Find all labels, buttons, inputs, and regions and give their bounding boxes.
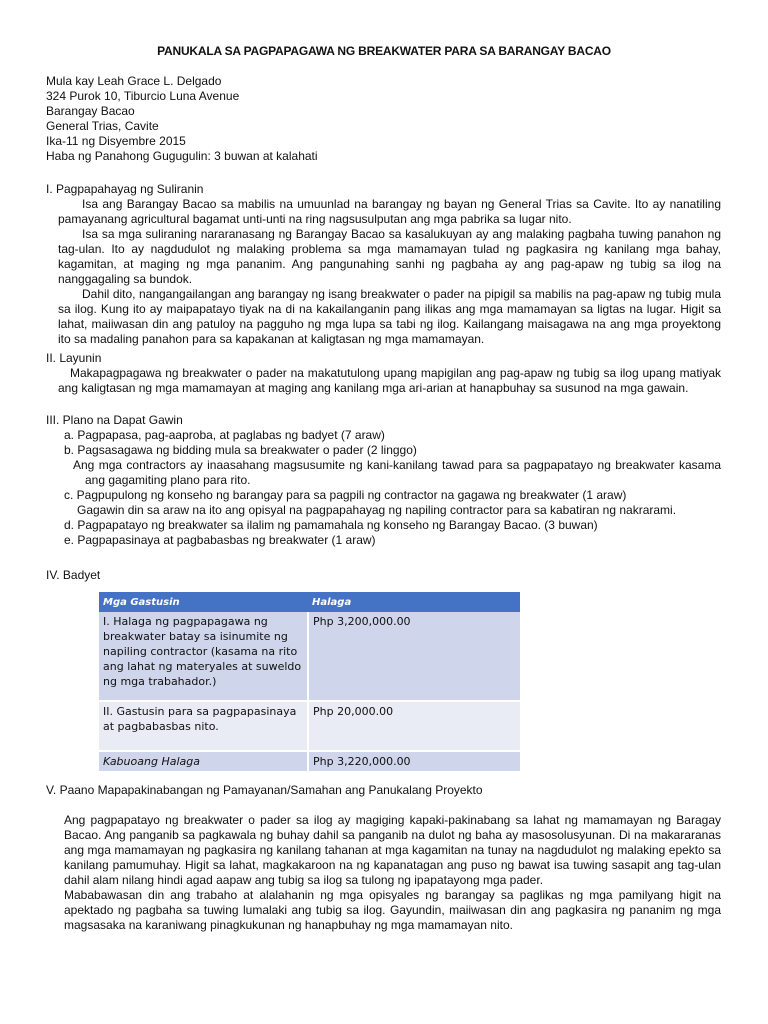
budget-table	[99, 592, 520, 771]
section-3	[46, 413, 721, 548]
section-4-heading: IV. Badyet	[46, 568, 101, 582]
section-5	[46, 783, 721, 798]
section-5-paragraph-2: Mababawasan din ang trabaho at alalahanin ng mga opisyales ng barangay sa paglikas ng mga pamilyang higit na apektado ng pagbaha sa tuwing lumalaki ang tubig sa ilog. Gayundin, maiiwasan din ang pagkasira ng pananim ng mga magsasaka na karaniwang pinagkukunan ng hanapbuhay ng mga mamamayan nito.	[64, 888, 721, 932]
budget-total-row	[99, 751, 520, 771]
header-info	[46, 74, 721, 164]
plan-item-c-note: Gagawin din sa araw na ito ang opisyal na pagpapahayag ng napiling contractor para sa kabatiran ng nakrarami.	[77, 503, 677, 517]
plan-item-a: a. Pagpapasa, pag-aaproba, at paglabas ng badyet (7 araw)	[64, 428, 385, 442]
budget-amount-cell: Php 20,000.00	[308, 701, 520, 751]
table-row	[99, 701, 520, 751]
document-title: PANUKALA SA PAGPAPAGAWA NG BREAKWATER PARA SA BARANGAY BACAO	[157, 44, 611, 58]
plan-item-e: e. Pagpapasinaya at pagbabasbas ng breakwater (1 araw)	[64, 533, 376, 547]
header-from: Mula kay Leah Grace L. Delgado	[46, 74, 222, 88]
header-address: 324 Purok 10, Tiburcio Luna Avenue	[46, 89, 240, 103]
budget-item-cell: II. Gastusin para sa pagpapasinaya at pagbabasbas nito.	[99, 701, 308, 751]
section-3-heading: III. Plano na Dapat Gawin	[46, 413, 183, 427]
budget-table-header	[99, 592, 520, 612]
section-1	[46, 182, 721, 347]
section-1-paragraph-3: Dahil dito, nangangailangan ang barangay ng isang breakwater o pader na pipigil sa mabilis na pag-apaw ng tubig mula sa ilog. Kung ito ay maipapatayo tiyak na di na kakailanganin pang ilikas ang mga mamamayan sa ligtas na lugar. Higit sa lahat, maiiwasan din ang patuloy na pagguho ng mga lupa sa tabi ng ilog. Kailangang maisagawa na ang mga proyektong ito sa madaling panahon para sa kapakanan at kaligtasan ng mga mamamayan.	[58, 287, 721, 346]
section-5-heading: V. Paano Mapapakinabangan ng Pamayanan/Samahan ang Panukalang Proyekto	[46, 783, 483, 797]
section-5-paragraph-1: Ang pagpapatayo ng breakwater o pader sa ilog ay magiging kapaki-pakinabang sa lahat ng mamamayan ng Baragay Bacao. Ang panganib sa pagkawala ng buhay dahil sa panganib na dulot ng baha ay masosolusyunan. Di na makararanas ang mga mamamayan ng pagkasira ng kanilang tahanan at mga kagamitan na tunay na nagdudulot ng malaking epekto sa kanilang pamumuhay. Higit sa lahat, magkakaroon na ng kapanatagan ang puso ng bawat isa tuwing sasapit ang tag-ulan dahil alam nilang hindi agad aapaw ang tubig sa ilog sa tulong ng ipapatayong mga pader.	[64, 813, 721, 887]
plan-item-c: c. Pagpupulong ng konseho ng barangay para sa pagpili ng contractor na gagawa ng breakwater (1 araw)	[64, 488, 627, 502]
section-1-heading: I. Pagpapahayag ng Suliranin	[46, 182, 204, 196]
budget-total-label: Kabuoang Halaga	[99, 751, 308, 771]
header-date: Ika-11 ng Disyembre 2015	[46, 134, 186, 148]
budget-amount-cell: Php 3,200,000.00	[308, 612, 520, 701]
budget-item-cell: I. Halaga ng pagpapagawa ng breakwater batay sa isinumite ng napiling contractor (kasama na rito ang lahat ng materyales at suweldo ng mga trabahador.)	[99, 612, 308, 701]
table-row	[99, 612, 520, 701]
section-5-body	[64, 813, 721, 933]
section-1-paragraph-2: Isa sa mga suliraning nararanasang ng Barangay Bacao sa kasalukuyan ay ang malaking pagbaha tuwing panahon ng tag-ulan. Ito ay nagdudulot ng malaking problema sa mga mamamayan tulad ng pagkasira ng kanilang mga bahay, kagamitan, at maging ng mga pananim. Ang pangunahing sanhi ng pagbaha ay ang pag-apaw ng tubig sa ilog na nanggagaling sa bundok.	[58, 227, 721, 286]
header-city: General Trias, Cavite	[46, 119, 159, 133]
header-barangay: Barangay Bacao	[46, 104, 135, 118]
section-2-paragraph: Makapagpagawa ng breakwater o pader na makatutulong upang mapigilan ang pag-apaw ng tubig sa ilog upang matiyak ang kaligtasan ng mga mamamayan at maging ang kanilang mga ari-arian at hanapbuhay sa susunod na mga gawain.	[58, 366, 721, 395]
section-2-heading: II. Layunin	[46, 351, 102, 365]
plan-item-b-note: Ang mga contractors ay inaasahang magsusumite ng kani-kanilang tawad para sa pagpapatayo ng breakwater kasama ang gagamiting plano para rito.	[73, 458, 721, 487]
budget-col-expenses: Mga Gastusin	[99, 592, 308, 612]
budget-col-amount: Halaga	[308, 592, 520, 612]
section-2	[46, 351, 721, 396]
plan-item-b: b. Pagsasagawa ng bidding mula sa breakwater o pader (2 linggo)	[64, 443, 417, 457]
plan-item-d: d. Pagpapatayo ng breakwater sa ilalim ng pamamahala ng konseho ng Barangay Bacao. (3 buwan)	[64, 518, 598, 532]
header-duration: Haba ng Panahong Gugugulin: 3 buwan at kalahati	[46, 149, 318, 163]
budget-total-amount: Php 3,220,000.00	[308, 751, 520, 771]
section-1-paragraph-1: Isa ang Barangay Bacao sa mabilis na umuunlad na barangay ng bayan ng General Trias sa Cavite. Ito ay nanatiling pamayanang agricultural bagamat unti-unti na ring nagsusulputan ang mga pabrika sa lugar nito.	[58, 197, 721, 226]
